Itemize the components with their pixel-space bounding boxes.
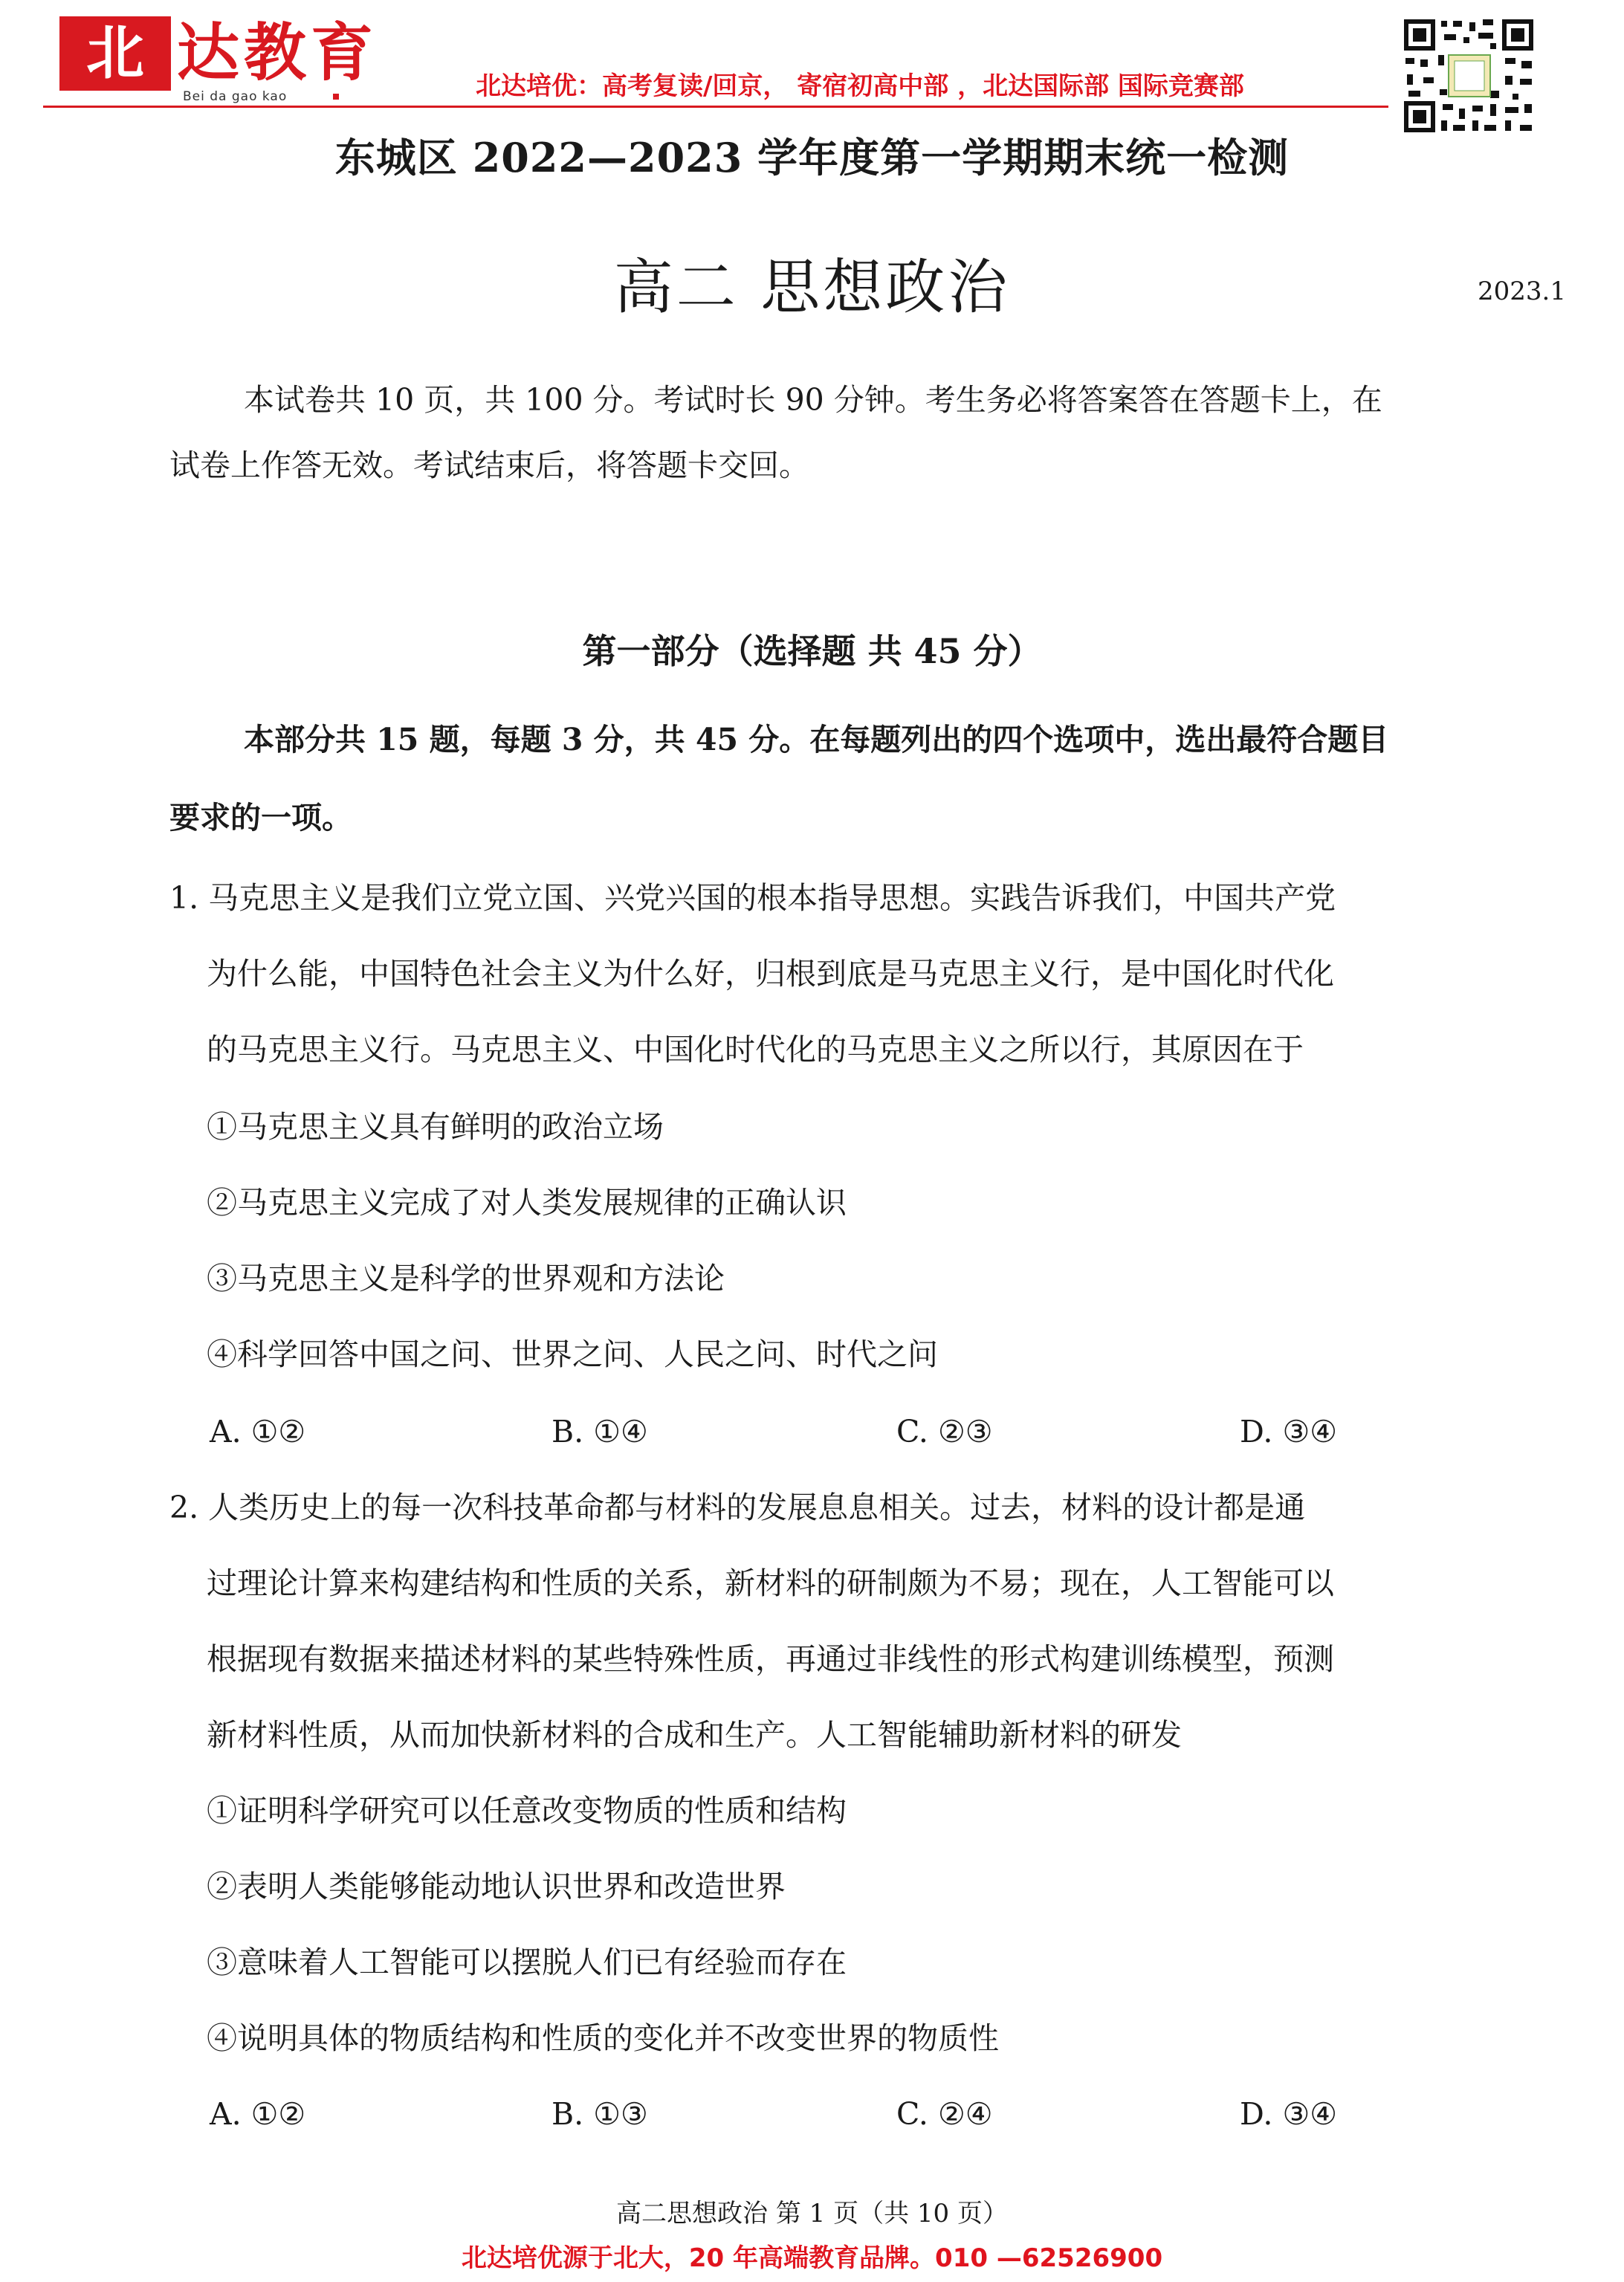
logo-dot <box>333 94 339 100</box>
q2-item-4: ④说明具体的物质结构和性质的变化并不改变世界的物质性 <box>207 2020 999 2056</box>
q2-option-d: D. ③④ <box>1240 2096 1337 2132</box>
intro-line-1: 本试卷共 10 页，共 100 分。考试时长 90 分钟。考生务必将答案答在答题卡上，在 <box>244 382 1382 418</box>
q2-item-2: ②表明人类能够能动地认识世界和改造世界 <box>207 1869 786 1904</box>
header-promo-text: 北达培优：高考复读/回京， 寄宿初高中部 ，北达国际部 国际竞赛部 <box>476 71 1244 101</box>
q1-item-4: ④科学回答中国之问、世界之问、人民之问、时代之问 <box>207 1336 938 1372</box>
section-desc-1: 本部分共 15 题，每题 3 分，共 45 分。在每题列出的四个选项中，选出最符合题目 <box>244 722 1389 757</box>
q2-stem-line-1: 2. 人类历史上的每一次科技革命都与材料的发展息息相关。过去，材料的设计都是通 <box>169 1490 1306 1525</box>
q2-option-a: A. ①② <box>210 2096 306 2132</box>
section-desc-2: 要求的一项。 <box>169 800 352 835</box>
q2-option-c: C. ②④ <box>896 2096 993 2132</box>
q2-option-b: B. ①③ <box>551 2096 648 2132</box>
logo-text: 达教育 <box>177 16 378 89</box>
section-title: 第一部分（选择题 共 45 分） <box>582 631 1042 671</box>
q1-option-c: C. ②③ <box>896 1414 993 1449</box>
q1-stem-line-1: 1. 马克思主义是我们立党立国、兴党兴国的根本指导思想。实践告诉我们，中国共产党 <box>169 880 1336 916</box>
q2-item-1: ①证明科学研究可以任意改变物质的性质和结构 <box>207 1793 847 1829</box>
q1-item-1: ①马克思主义具有鲜明的政治立场 <box>207 1109 664 1145</box>
exam-date: 2023.1 <box>1478 277 1566 306</box>
brand-logo <box>59 16 409 104</box>
q2-item-3: ③意味着人工智能可以摆脱人们已有经验而存在 <box>207 1945 847 1980</box>
exam-title: 东城区 2022—2023 学年度第一学期期末统一检测 <box>334 134 1290 181</box>
page-footer: 高二思想政治 第 1 页（共 10 页） <box>616 2199 1008 2228</box>
q1-item-2: ②马克思主义完成了对人类发展规律的正确认识 <box>207 1185 847 1221</box>
logo-subtitle: Bei da gao kao <box>183 89 288 104</box>
q1-option-a: A. ①② <box>210 1414 306 1449</box>
q1-item-3: ③马克思主义是科学的世界观和方法论 <box>207 1261 725 1296</box>
q2-stem-line-3: 根据现有数据来描述材料的某些特殊性质，再通过非线性的形式构建训练模型，预测 <box>207 1641 1334 1677</box>
intro-line-2: 试卷上作答无效。考试结束后，将答题卡交回。 <box>169 447 809 483</box>
q1-stem-line-3: 的马克思主义行。马克思主义、中国化时代化的马克思主义之所以行，其原因在于 <box>207 1032 1304 1067</box>
subject-title: 高二 思想政治 <box>613 253 1011 322</box>
logo-mark: 北 <box>59 16 171 91</box>
q2-stem-line-4: 新材料性质，从而加快新材料的合成和生产。人工智能辅助新材料的研发 <box>207 1717 1182 1753</box>
footer-promo-text: 北达培优源于北大，20 年高端教育品牌。010 —62526900 <box>461 2243 1163 2273</box>
q2-stem-line-2: 过理论计算来构建结构和性质的关系，新材料的研制颇为不易；现在，人工智能可以 <box>207 1565 1334 1601</box>
qr-code-icon <box>1401 16 1536 135</box>
q1-option-b: B. ①④ <box>551 1414 648 1449</box>
q1-stem-line-2: 为什么能，中国特色社会主义为什么好，归根到底是马克思主义行，是中国化时代化 <box>207 956 1334 992</box>
header-divider <box>43 106 1388 108</box>
q1-option-d: D. ③④ <box>1240 1414 1337 1449</box>
